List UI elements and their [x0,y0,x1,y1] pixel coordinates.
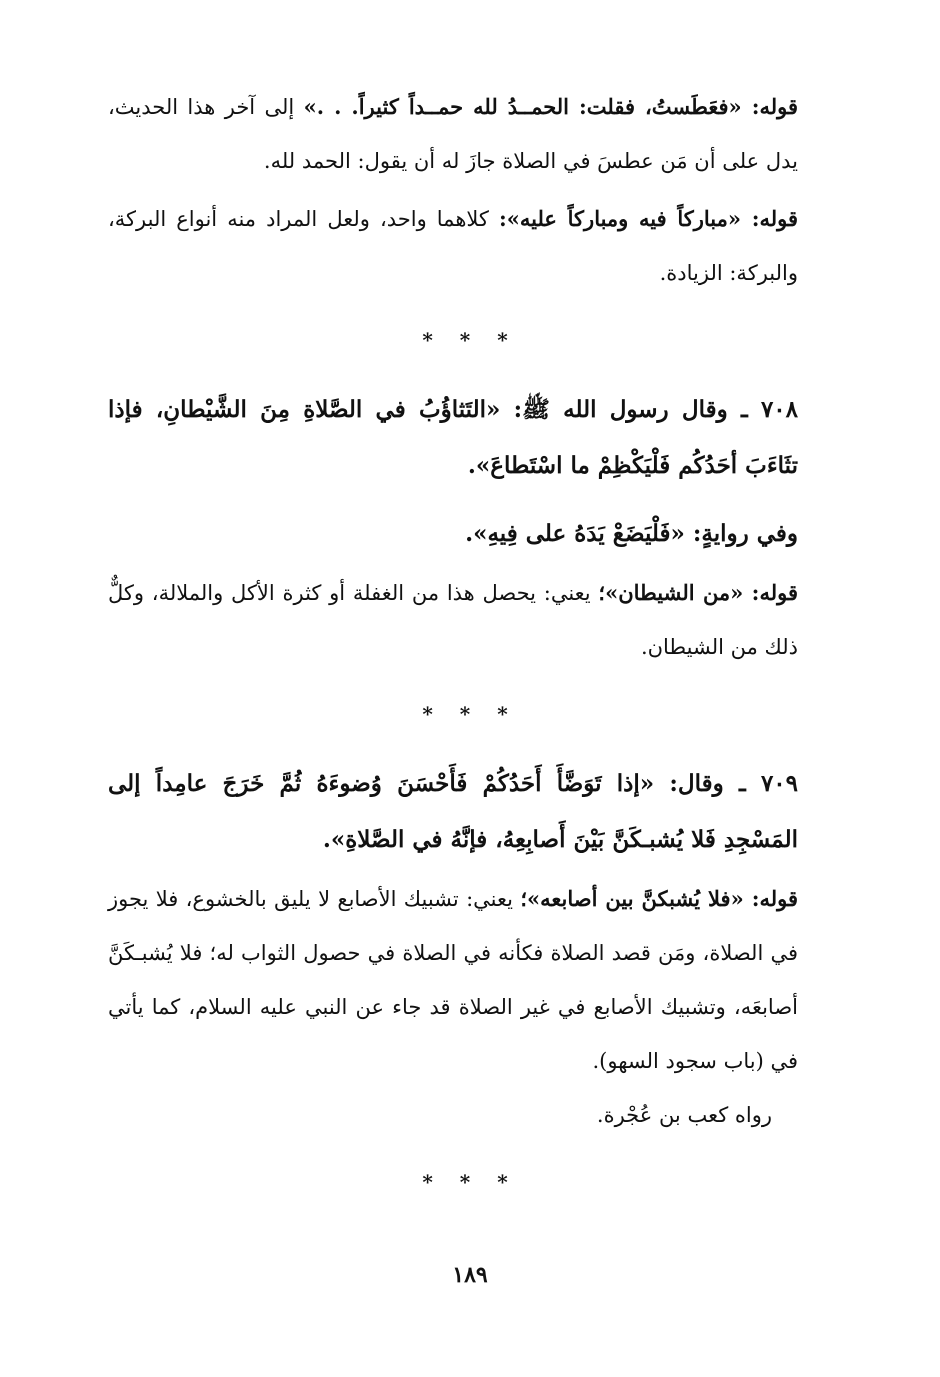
commentary-text: إلى آخر هذا الحديث، يدل على أن مَن عطسَ في الصلاة جازَ له أن يقول: الحمد لله. [108,95,798,173]
hadith-708: ٧٠٨ ـ وقال رسول الله ﷺ: «التَثاؤُبُ في الصَّلاةِ مِنَ الشَّيْطانِ، فإذا تثَاءَبَ أحَدُكُم فَلْيَكْظِمْ ما اسْتَطاعَ». [108,396,798,479]
commentary-shaytan [108,566,832,674]
commentary-lead: قوله: «فلا يُشبكنَّ بين أصابعه»؛ [520,886,798,911]
variant-text: «فَلْيَضَعْ يَدَهُ على فِيهِ». [465,520,693,547]
commentary-lead: قوله: «من الشيطان»؛ [598,580,798,605]
page-number: ١٨٩ [452,1262,488,1288]
section-separator: * * * [422,1170,518,1194]
hadith-708-variant [108,506,832,562]
commentary-interlacing [108,872,832,1088]
page-body [108,80,832,1224]
commentary-lead: قوله: «مباركاً فيه ومباركاً عليه»: [499,206,798,231]
commentary-text: يعني: يحصل هذا من الغفلة أو كثرة الأكل والملالة، وكلٌّ ذلك من الشيطان. [108,581,798,659]
commentary-text: كلاهما واحد، ولعل المراد منه أنواع البركة، والبركة: الزيادة. [108,207,798,285]
narrator-line: رواه كعب بن عُجْرة. [596,1103,772,1127]
commentary-text: يعني: تشبيك الأصابع لا يليق بالخشوع، فلا يجوز في الصلاة، ومَن قصد الصلاة فكأنه في الصلاة في حصول الثواب له؛ فلا يُشبـكَنَّ أصابعَه، وتشبيك الأصابع في غير الصلاة قد جاء عن النبي عليه السلام، كما يأتي في (باب سجود السهو). [108,887,798,1073]
commentary-blessed [108,192,832,300]
hadith-709: ٧٠٩ ـ وقال: «إذا تَوَضَّأَ أَحَدُكُمْ فَأَحْسَنَ وُضوءَهُ ثُمَّ خَرَجَ عامِداً إلى المَسْجِدِ فَلا يُشبـكَنَّ بَيْنَ أَصابِعِهُ، فإنَّهُ في الصَّلاةِ». [108,770,798,853]
commentary-lead: قوله: «فعَطَستُ، فقلت: الحمــدُ لله حمــداً كثيراً. . .» [303,94,798,119]
variant-lead: وفي روايةٍ: [692,520,798,547]
section-separator: * * * [422,328,518,352]
commentary-sneeze [108,80,832,188]
section-separator: * * * [422,702,518,726]
